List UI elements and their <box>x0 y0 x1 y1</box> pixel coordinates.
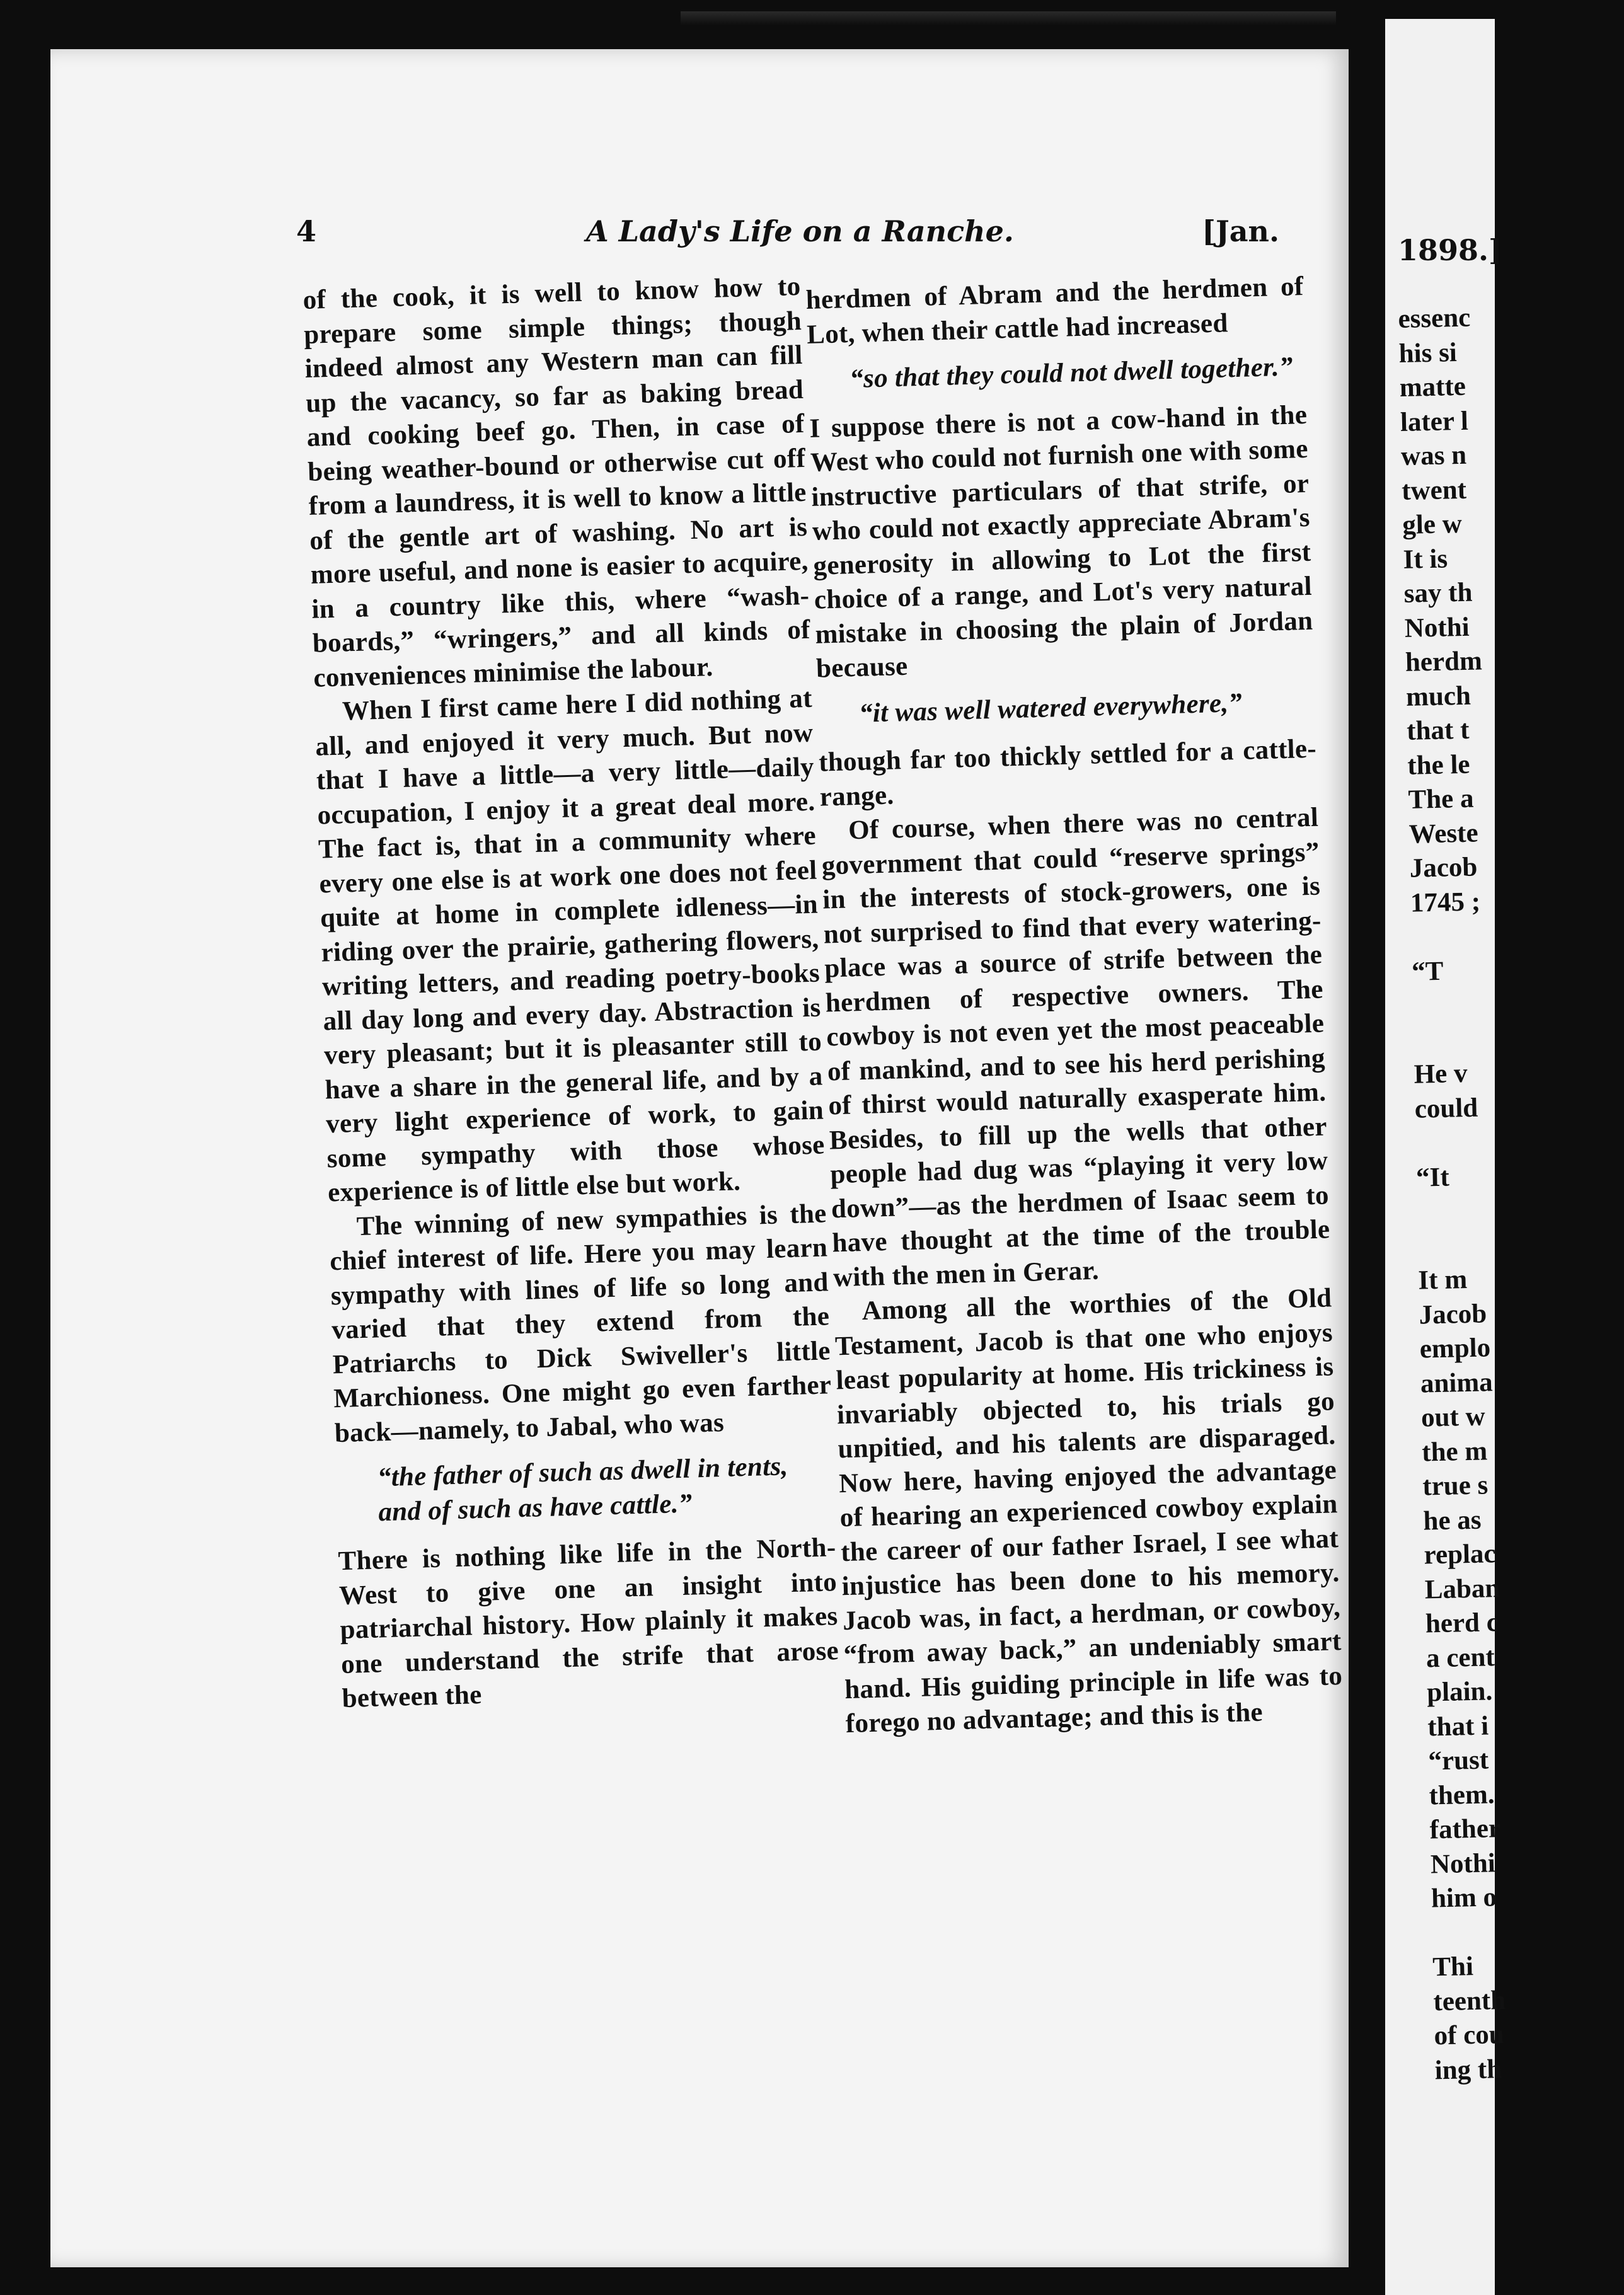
next-page-line: essenc <box>1398 302 1471 334</box>
next-page-line: that t <box>1406 715 1470 746</box>
paragraph: There is nothing like life in the North-West to give one an insight into patriarchal history. How plainly it makes one understand the strife that arose between the <box>337 1533 839 1714</box>
next-page-line: gle w <box>1402 509 1463 540</box>
page-number: 4 <box>296 214 317 248</box>
next-page-line: The a <box>1408 783 1474 815</box>
paragraph: of the cook, it is well to know how to prepare some simple things; though indeed almost any Western man can fill up the vacancy, so far as baking bread and cooking beef go. Then, in case of being weather-bound or otherwise cut off from a laundress, it is well to know a little of the gentle art of washing. No art is more useful, and none is easier to acquire, in a country like this, where “wash-boards,” “wringers,” and all kinds of conveniences minimise the labour. <box>302 271 811 693</box>
next-page-line: Laban <box>1424 1573 1500 1605</box>
next-page-line: “T <box>1411 956 1444 987</box>
next-page-line: true s <box>1422 1470 1489 1502</box>
next-page-line <box>1413 1020 1603 1058</box>
next-page-line: of cou <box>1434 2020 1505 2051</box>
next-page-line: him o <box>1431 1882 1497 1914</box>
left-column <box>302 270 840 1717</box>
next-page-line <box>1417 1226 1607 1264</box>
next-page-line: “It <box>1415 1162 1450 1193</box>
next-page-line: Thi <box>1432 1952 1474 1982</box>
next-page-line: twent <box>1401 475 1467 506</box>
next-page-line: was n <box>1400 440 1467 471</box>
next-page-line <box>1417 1191 1606 1229</box>
next-page-line: “rust <box>1428 1745 1489 1776</box>
paragraph: The winning of new sympathies is the chief interest of life. Here you may learn sympathy with lines of life so long and varied that they extend from the Patriarchs to Dick Swiveller's little Marchioness. One might go even farther back—namely, to Jabal, who was <box>329 1198 832 1448</box>
next-page-line: Weste <box>1408 818 1479 849</box>
block-quote: “so that they could not dwell together.” <box>849 352 1294 394</box>
paragraph: When I first came here I did nothing at all, and enjoyed it very much. But now that I have a little—a very little—daily occupation, I enjoy it a great deal more. The fact is, that in a community where every one else is at work one does not feel quite at home in complete idleness—in riding over the prairie, gathering flowers, writing letters, and reading poetry-books all day long and every day. Abstraction is very pleasant; but it is pleasanter still to have a share in the general life, and by a very light experience of work, to gain some sympathy with those whose experience is of little else but work. <box>314 683 826 1208</box>
next-page-line: matte <box>1399 371 1466 403</box>
next-page-line: Jacob <box>1409 852 1478 883</box>
next-page-line: emplo <box>1419 1333 1491 1364</box>
next-page-line: It is <box>1403 543 1448 575</box>
next-page-line: ing th <box>1434 2054 1502 2085</box>
next-page-line: that i <box>1427 1710 1489 1742</box>
book-gutter <box>1349 19 1385 2295</box>
next-page-line: Jacob <box>1419 1298 1487 1330</box>
paragraph: herdmen of Abram and the herdmen of Lot, when their cattle had increased <box>805 271 1304 350</box>
paragraph: Of course, when there was no central government that could “reserve springs” in the interests of stock-growers, one is not surprised to find that every watering-place was a source of strife between the herdmen of respective owners. The cowboy is not even yet the most peaceable of mankind, and to see his herd perishing of thirst would naturally exasperate him. Besides, to fill up the wells that other people had dug was “playing it very low down”—as the herdmen of Isaac seem to have thought at the time of the trouble with the men in Gerar. <box>821 802 1330 1292</box>
next-page-line: Nothi <box>1430 1848 1496 1879</box>
next-page-line: It m <box>1418 1265 1468 1296</box>
block-quote: “the father of such as dwell in tents, and of such as have cattle.” <box>377 1451 789 1527</box>
page-header <box>296 214 1279 271</box>
paragraph: though far too thickly settled for a cattle-range. <box>818 733 1317 812</box>
next-page-line: could <box>1414 1093 1478 1124</box>
next-page-line: a cent <box>1425 1642 1495 1674</box>
next-page-line: anima <box>1420 1367 1494 1399</box>
next-page-line: the le <box>1407 749 1470 781</box>
running-title: A Lady's Life on a Ranche. <box>586 214 1014 248</box>
date-bracket: [Jan. <box>1202 214 1279 248</box>
next-page-line: Nothi <box>1404 612 1470 643</box>
next-page-header: 1898.] <box>1398 233 1502 267</box>
next-page-lines <box>1398 299 1624 2088</box>
paragraph: I suppose there is not a cow-hand in the West who could not furnish one with some instructive particulars of that strife, or who could not exactly appreciate Abram's generosity in allowing to Lot the first choice of a range, and Lot's very natural mistake in choosing the plain of Jordan because <box>809 400 1313 684</box>
next-page-line: much <box>1405 681 1471 712</box>
next-page-fragment <box>1385 19 1506 2295</box>
next-page-line: he as <box>1423 1505 1482 1536</box>
right-column <box>805 270 1344 1742</box>
next-page-line: his si <box>1398 337 1458 369</box>
next-page-line: out w <box>1420 1401 1486 1433</box>
next-page-line: later l <box>1400 406 1469 437</box>
next-page-line: He v <box>1414 1058 1468 1090</box>
next-page-line: father <box>1429 1814 1501 1845</box>
next-page-line: them. <box>1429 1779 1495 1810</box>
next-page-line: plain. <box>1426 1676 1493 1708</box>
next-page-line: 1745 ; <box>1410 886 1481 918</box>
next-page-line <box>1412 985 1602 1023</box>
next-page-line: herd c <box>1425 1608 1499 1639</box>
next-page-line: teenth <box>1432 1985 1506 2016</box>
next-page-line: say th <box>1403 577 1473 609</box>
next-page-line <box>1415 1122 1604 1161</box>
next-page-line: the m <box>1421 1435 1488 1468</box>
next-page-line: herdm <box>1405 646 1483 677</box>
next-page-line <box>1432 1912 1621 1951</box>
block-quote: “it was well watered everywhere,” <box>858 687 1243 728</box>
page-top-edge <box>681 11 1336 25</box>
paragraph: Among all the worthies of the Old Testament, Jacob is that one who enjoys least popularity at home. His trickiness is invariably objected to, his trials go unpitied, and his talents are disparaged. Now here, having enjoyed the advantage of hearing an experienced cowboy explain the career of our father Israel, I see what injustice has been done to his memory. Jacob was, in fact, a herdman, or cowboy, “from away back,” an undeniably smart hand. His guiding principle in life was to forego no advantage; and this is the <box>834 1283 1343 1739</box>
next-page-line <box>1411 917 1601 955</box>
next-page-line: replac <box>1424 1539 1496 1570</box>
